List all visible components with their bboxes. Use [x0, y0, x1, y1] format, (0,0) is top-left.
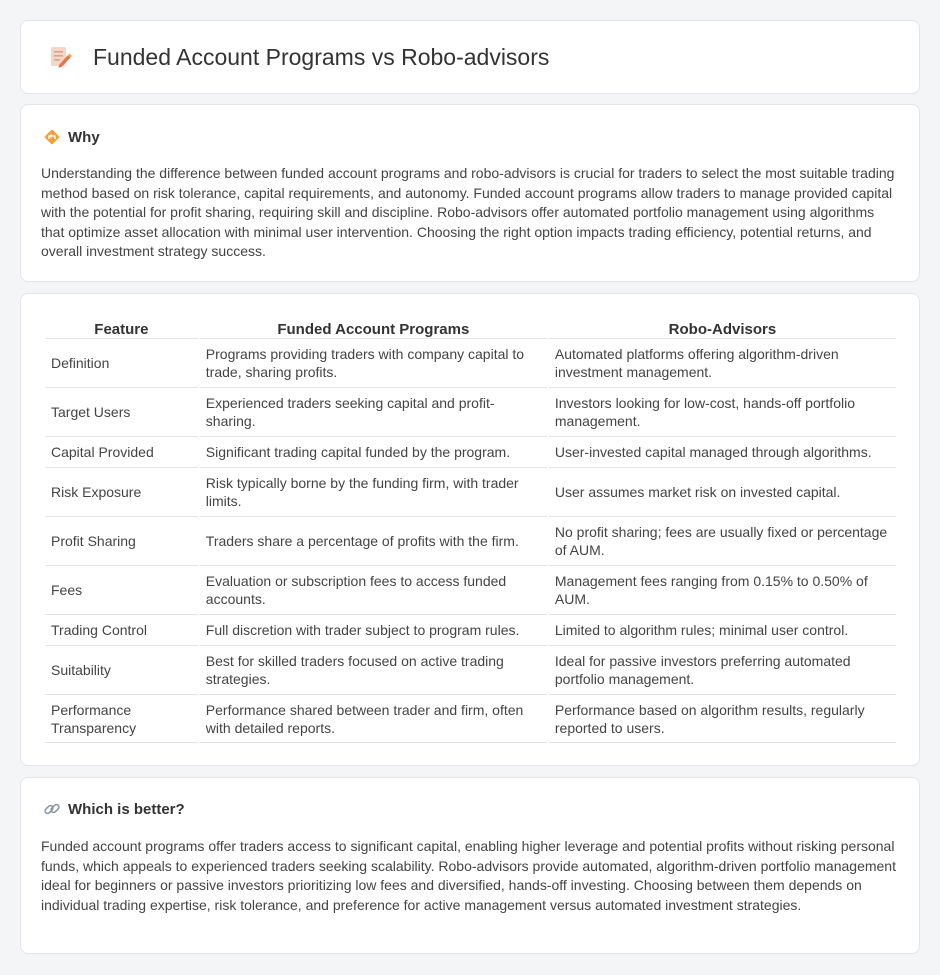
feature-cell: Suitability — [45, 645, 198, 694]
funded-cell: Programs providing traders with company capital to trade, sharing profits. — [200, 338, 547, 387]
table-header-row — [45, 316, 896, 338]
funded-cell: Risk typically borne by the funding firm, with trader limits. — [200, 467, 547, 516]
robo-cell: Management fees ranging from 0.15% to 0.50% of AUM. — [549, 565, 896, 614]
title-card — [20, 20, 920, 94]
comparison-table — [43, 316, 898, 743]
feature-cell: Capital Provided — [45, 436, 198, 467]
robo-cell: Limited to algorithm rules; minimal user control. — [549, 614, 896, 645]
feature-cell: Profit Sharing — [45, 516, 198, 565]
header-robo: Robo-Advisors — [668, 321, 777, 338]
better-heading — [43, 800, 185, 818]
robo-cell: Automated platforms offering algorithm-driven investment management. — [549, 338, 896, 387]
feature-cell: Definition — [45, 338, 198, 387]
better-text: Funded account programs offer traders access to significant capital, enabling higher leverage and potential profits without risking personal funds, which appeals to experienced traders seeking scalability. Robo-advisors provide automated, algorithm-driven portfolio management ideal for beginners or passive investors prioritizing low fees and diversified, hands-off investing. Choosing between them depends on individual trading expertise, risk tolerance, and preference for active management versus automated investment strategies. — [41, 838, 896, 913]
table-row — [45, 338, 896, 387]
funded-cell: Significant trading capital funded by the program. — [200, 436, 547, 467]
table-row — [45, 645, 896, 694]
diamond-road-sign-icon — [43, 128, 61, 146]
comparison-card — [20, 293, 920, 766]
robo-cell: No profit sharing; fees are usually fixed or percentage of AUM. — [549, 516, 896, 565]
why-heading — [43, 128, 100, 146]
funded-cell: Traders share a percentage of profits with the firm. — [200, 516, 547, 565]
table-row — [45, 614, 896, 645]
table-row — [45, 436, 896, 467]
header-feature: Feature — [94, 321, 149, 338]
better-title: Which is better? — [68, 800, 185, 818]
funded-cell: Experienced traders seeking capital and profit-sharing. — [200, 387, 547, 436]
why-title: Why — [68, 128, 100, 146]
robo-cell: Investors looking for low-cost, hands-off portfolio management. — [549, 387, 896, 436]
table-row — [45, 694, 896, 743]
why-card — [20, 104, 920, 282]
funded-cell: Performance shared between trader and firm, often with detailed reports. — [200, 694, 547, 743]
page-title: Funded Account Programs vs Robo-advisors — [93, 43, 550, 70]
funded-cell: Evaluation or subscription fees to access funded accounts. — [200, 565, 547, 614]
why-text: Understanding the difference between funded account programs and robo-advisors is crucial for traders to select the most suitable trading method based on risk tolerance, capital requirements, and autonomy. Funded account programs allow traders to manage provided capital with the potential for profit sharing, requiring skill and discipline. Robo-advisors offer automated portfolio management using algorithms that optimize asset allocation with minimal user intervention. Choosing the right option impacts trading efficiency, potential returns, and overall investment strategy success. — [41, 165, 895, 260]
feature-cell: Performance Transparency — [45, 694, 198, 743]
robo-cell: Performance based on algorithm results, regularly reported to users. — [549, 694, 896, 743]
feature-cell: Trading Control — [45, 614, 198, 645]
robo-cell: User assumes market risk on invested capital. — [549, 467, 896, 516]
robo-cell: Ideal for passive investors preferring automated portfolio management. — [549, 645, 896, 694]
table-row — [45, 387, 896, 436]
link-icon — [43, 800, 61, 818]
funded-cell: Full discretion with trader subject to program rules. — [200, 614, 547, 645]
funded-cell: Best for skilled traders focused on active trading strategies. — [200, 645, 547, 694]
table-row — [45, 467, 896, 516]
document-pencil-icon — [47, 44, 73, 70]
which-better-card — [20, 777, 920, 954]
header-funded: Funded Account Programs — [277, 321, 470, 338]
feature-cell: Risk Exposure — [45, 467, 198, 516]
robo-cell: User-invested capital managed through algorithms. — [549, 436, 896, 467]
feature-cell: Target Users — [45, 387, 198, 436]
feature-cell: Fees — [45, 565, 198, 614]
table-row — [45, 516, 896, 565]
table-row — [45, 565, 896, 614]
